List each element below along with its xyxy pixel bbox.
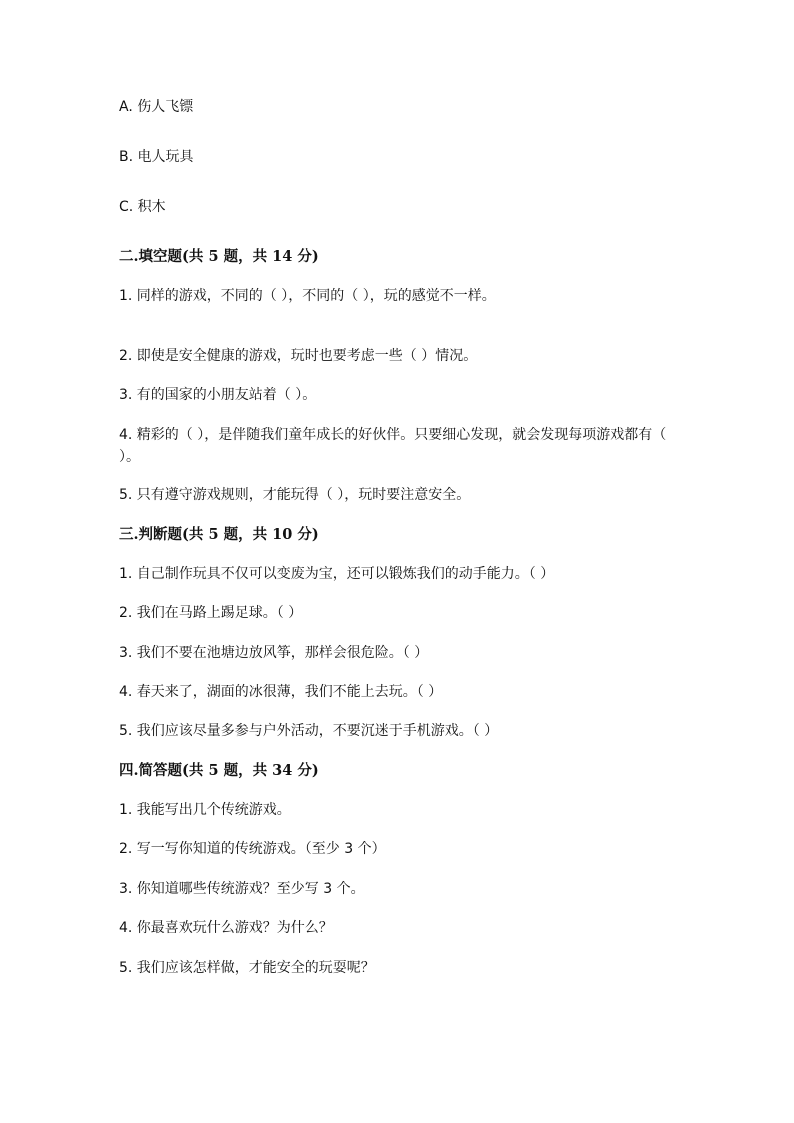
fill-in-question-4: 4. 精彩的（ ），是伴随我们童年成长的好伙伴。只要细心发现，就会发现每项游戏都有（ ）。 (119, 427, 667, 465)
option-c: C. 积木 (119, 199, 166, 215)
option-a: A. 伤人飞镖 (119, 99, 194, 115)
true-false-question-3: 3. 我们不要在池塘边放风筝，那样会很危险。（ ） (119, 645, 429, 661)
option-b: B. 电人玩具 (119, 149, 194, 165)
short-answer-question-3: 3. 你知道哪些传统游戏？至少写 3 个。 (119, 881, 365, 897)
short-answer-question-2: 2. 写一写你知道的传统游戏。（至少 3 个） (119, 841, 386, 857)
short-answer-question-5: 5. 我们应该怎样做，才能安全的玩耍呢？ (119, 960, 375, 976)
fill-in-question-2: 2. 即使是安全健康的游戏，玩时也要考虑一些（ ）情况。 (119, 348, 478, 364)
true-false-question-5: 5. 我们应该尽量多参与户外活动，不要沉迷于手机游戏。（ ） (119, 723, 499, 739)
short-answer-question-1: 1. 我能写出几个传统游戏。 (119, 802, 291, 818)
section-true-false-title: 三.判断题(共 5 题，共 10 分) (119, 526, 319, 543)
fill-in-question-1: 1. 同样的游戏，不同的（ ），不同的（ ），玩的感觉不一样。 (119, 288, 496, 304)
fill-in-question-3: 3. 有的国家的小朋友站着（ ）。 (119, 387, 317, 403)
section-short-answer-title: 四.简答题(共 5 题，共 34 分) (119, 762, 319, 779)
true-false-question-1: 1. 自己制作玩具不仅可以变废为宝，还可以锻炼我们的动手能力。（ ） (119, 566, 555, 582)
true-false-question-2: 2. 我们在马路上踢足球。（ ） (119, 605, 303, 621)
fill-in-question-5: 5. 只有遵守游戏规则，才能玩得（ ），玩时要注意安全。 (119, 487, 471, 503)
true-false-question-4: 4. 春天来了，湖面的冰很薄，我们不能上去玩。（ ） (119, 684, 443, 700)
section-fill-in-title: 二.填空题(共 5 题，共 14 分) (119, 248, 319, 265)
short-answer-question-4: 4. 你最喜欢玩什么游戏？为什么？ (119, 920, 333, 936)
